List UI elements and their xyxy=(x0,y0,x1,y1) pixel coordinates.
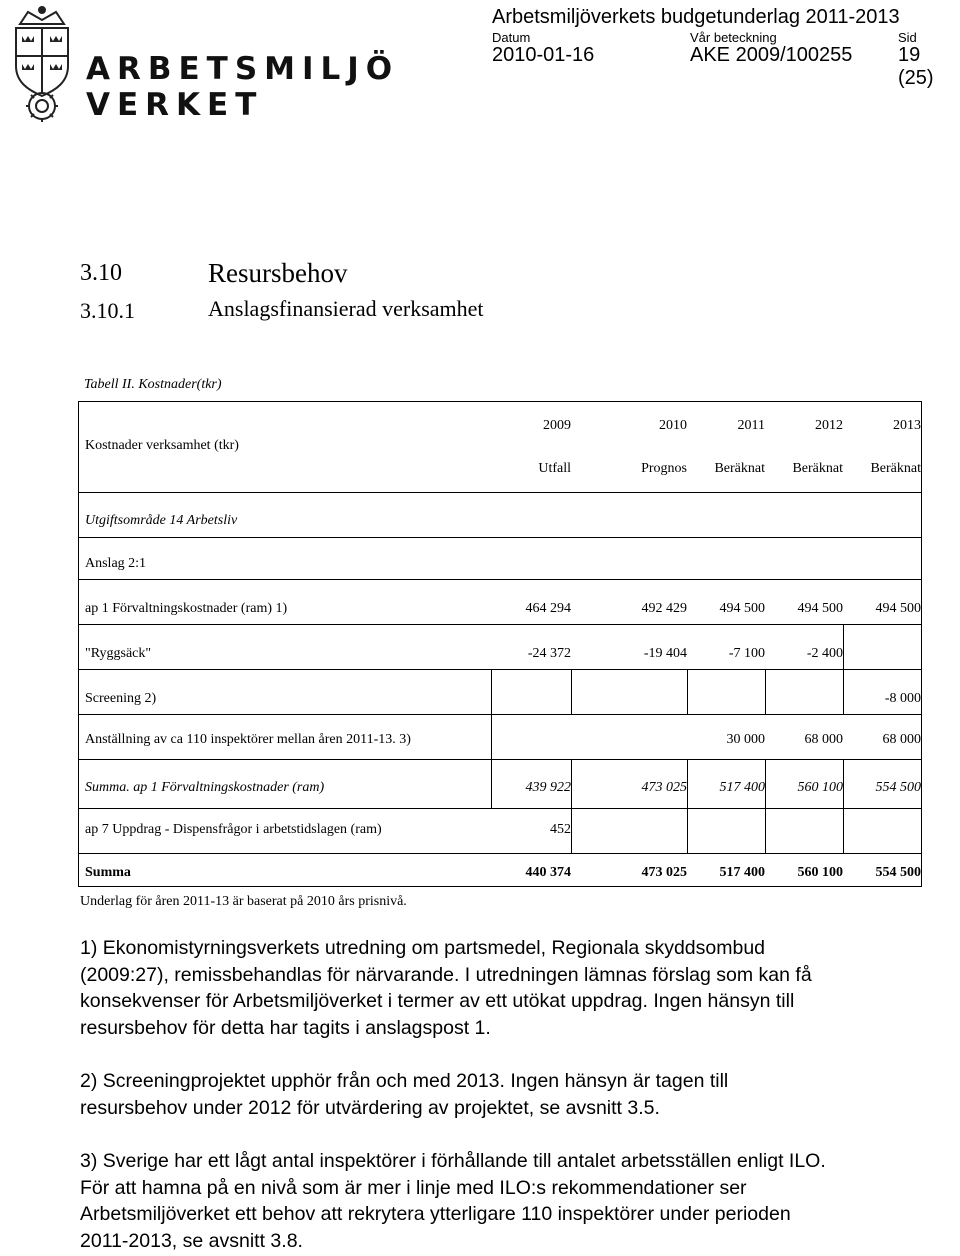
table-cell: 464 294 xyxy=(525,601,571,616)
table-cell: -24 372 xyxy=(527,646,571,661)
footnote-1: 1) Ekonomistyrningsverkets utredning om partsmedel, Regionala skyddsombud (2009:27), remissbehandlas för närvarande. I utredningen lämnas förslag som kan få konsekvenser för Arbetsmiljöverket i termer av ett utökat uppdrag. Ingen hänsyn till resursbehov för detta har tagits i anslagspost 1. xyxy=(80,937,812,1039)
table-cell: 68 000 xyxy=(804,732,843,747)
page-number: 19 (25) xyxy=(898,44,934,89)
table-cell: 554 500 xyxy=(875,780,921,795)
logo-wordmark-line2: VERKET xyxy=(86,87,264,123)
table-cell: 30 000 xyxy=(726,732,765,747)
document-date: 2010-01-16 xyxy=(492,44,595,66)
table-cell: -2 400 xyxy=(806,646,843,661)
table-cell: -8 000 xyxy=(884,691,921,706)
table-cell: 494 500 xyxy=(797,601,843,616)
row-label: Screening 2) xyxy=(85,691,157,706)
table-cell: 554 500 xyxy=(875,865,921,880)
table-cell: 560 100 xyxy=(797,780,843,795)
row-label: Anställning av ca 110 inspektörer mellan åren 2011-13. 3) xyxy=(85,732,411,747)
table-cell: 473 025 xyxy=(641,865,687,880)
type-header: Beräknat xyxy=(714,461,765,476)
year-header: 2010 xyxy=(659,418,687,433)
table-cell: 68 000 xyxy=(882,732,921,747)
row-header: Kostnader verksamhet (tkr) xyxy=(85,438,239,453)
row-label: Summa xyxy=(85,865,131,880)
date-label: Datum xyxy=(492,30,531,45)
section-title: Resursbehov xyxy=(208,258,348,288)
document-reference: AKE 2009/100255 xyxy=(690,44,853,66)
subsection-number: 3.10.1 xyxy=(80,298,135,323)
table-cell: 452 xyxy=(550,822,571,837)
year-header: 2011 xyxy=(737,418,765,433)
table-cell: 494 500 xyxy=(719,601,765,616)
document-title: Arbetsmiljöverkets budgetunderlag 2011-2013 xyxy=(492,6,900,28)
year-header: 2012 xyxy=(815,418,843,433)
row-label: ap 7 Uppdrag - Dispensfrågor i arbetstidslagen (ram) xyxy=(85,822,382,837)
row-label: "Ryggsäck" xyxy=(85,646,152,661)
footnote-2: 2) Screeningprojektet upphör från och med 2013. Ingen hänsyn är tagen till resursbehov under 2012 för utvärdering av projektet, se avsnitt 3.5. xyxy=(80,1070,729,1119)
table-cell: 517 400 xyxy=(719,865,765,880)
type-header: Utfall xyxy=(538,461,571,476)
table-cell: 494 500 xyxy=(875,601,921,616)
year-header: 2013 xyxy=(893,418,921,433)
subsection-title: Anslagsfinansierad verksamhet xyxy=(208,296,484,321)
appropriation-label: Anslag 2:1 xyxy=(85,556,147,571)
table-cell: 473 025 xyxy=(641,780,687,795)
type-header: Beräknat xyxy=(870,461,921,476)
table-cell: -7 100 xyxy=(728,646,765,661)
type-header: Beräknat xyxy=(792,461,843,476)
logo-wordmark-line1: ARBETSMILJÖ xyxy=(86,51,400,87)
table-caption: Tabell II. Kostnader(tkr) xyxy=(84,377,222,392)
row-label: Summa. ap 1 Förvaltningskostnader (ram) xyxy=(85,780,325,795)
table-cell: 439 922 xyxy=(525,780,571,795)
page-label: Sid xyxy=(898,30,917,45)
row-label: ap 1 Förvaltningskostnader (ram) 1) xyxy=(85,601,288,616)
footnote-3: 3) Sverige har ett lågt antal inspektörer i förhållande till antalet arbetsställen enligt ILO. För att hamna på en nivå som är mer i linje med ILO:s rekommendationer ser Arbetsmiljöverket ett behov att rekrytera ytterligare 110 inspektörer under perioden 2011-2013, se avsnitt 3.8. xyxy=(80,1150,826,1252)
table-cell: 560 100 xyxy=(797,865,843,880)
year-header: 2009 xyxy=(543,418,571,433)
type-header: Prognos xyxy=(641,461,687,476)
section-number: 3.10 xyxy=(80,260,122,286)
crown-shield-emblem-icon xyxy=(6,4,78,122)
table-cell: -19 404 xyxy=(643,646,687,661)
table-note: Underlag för åren 2011-13 är baserat på 2010 års prisnivå. xyxy=(80,894,407,909)
reference-label: Vår beteckning xyxy=(690,30,777,45)
table-cell: 440 374 xyxy=(525,865,571,880)
table-cell: 517 400 xyxy=(719,780,765,795)
cost-table xyxy=(78,401,922,887)
table-cell: 492 429 xyxy=(641,601,687,616)
expenditure-area: Utgiftsområde 14 Arbetsliv xyxy=(85,513,238,528)
